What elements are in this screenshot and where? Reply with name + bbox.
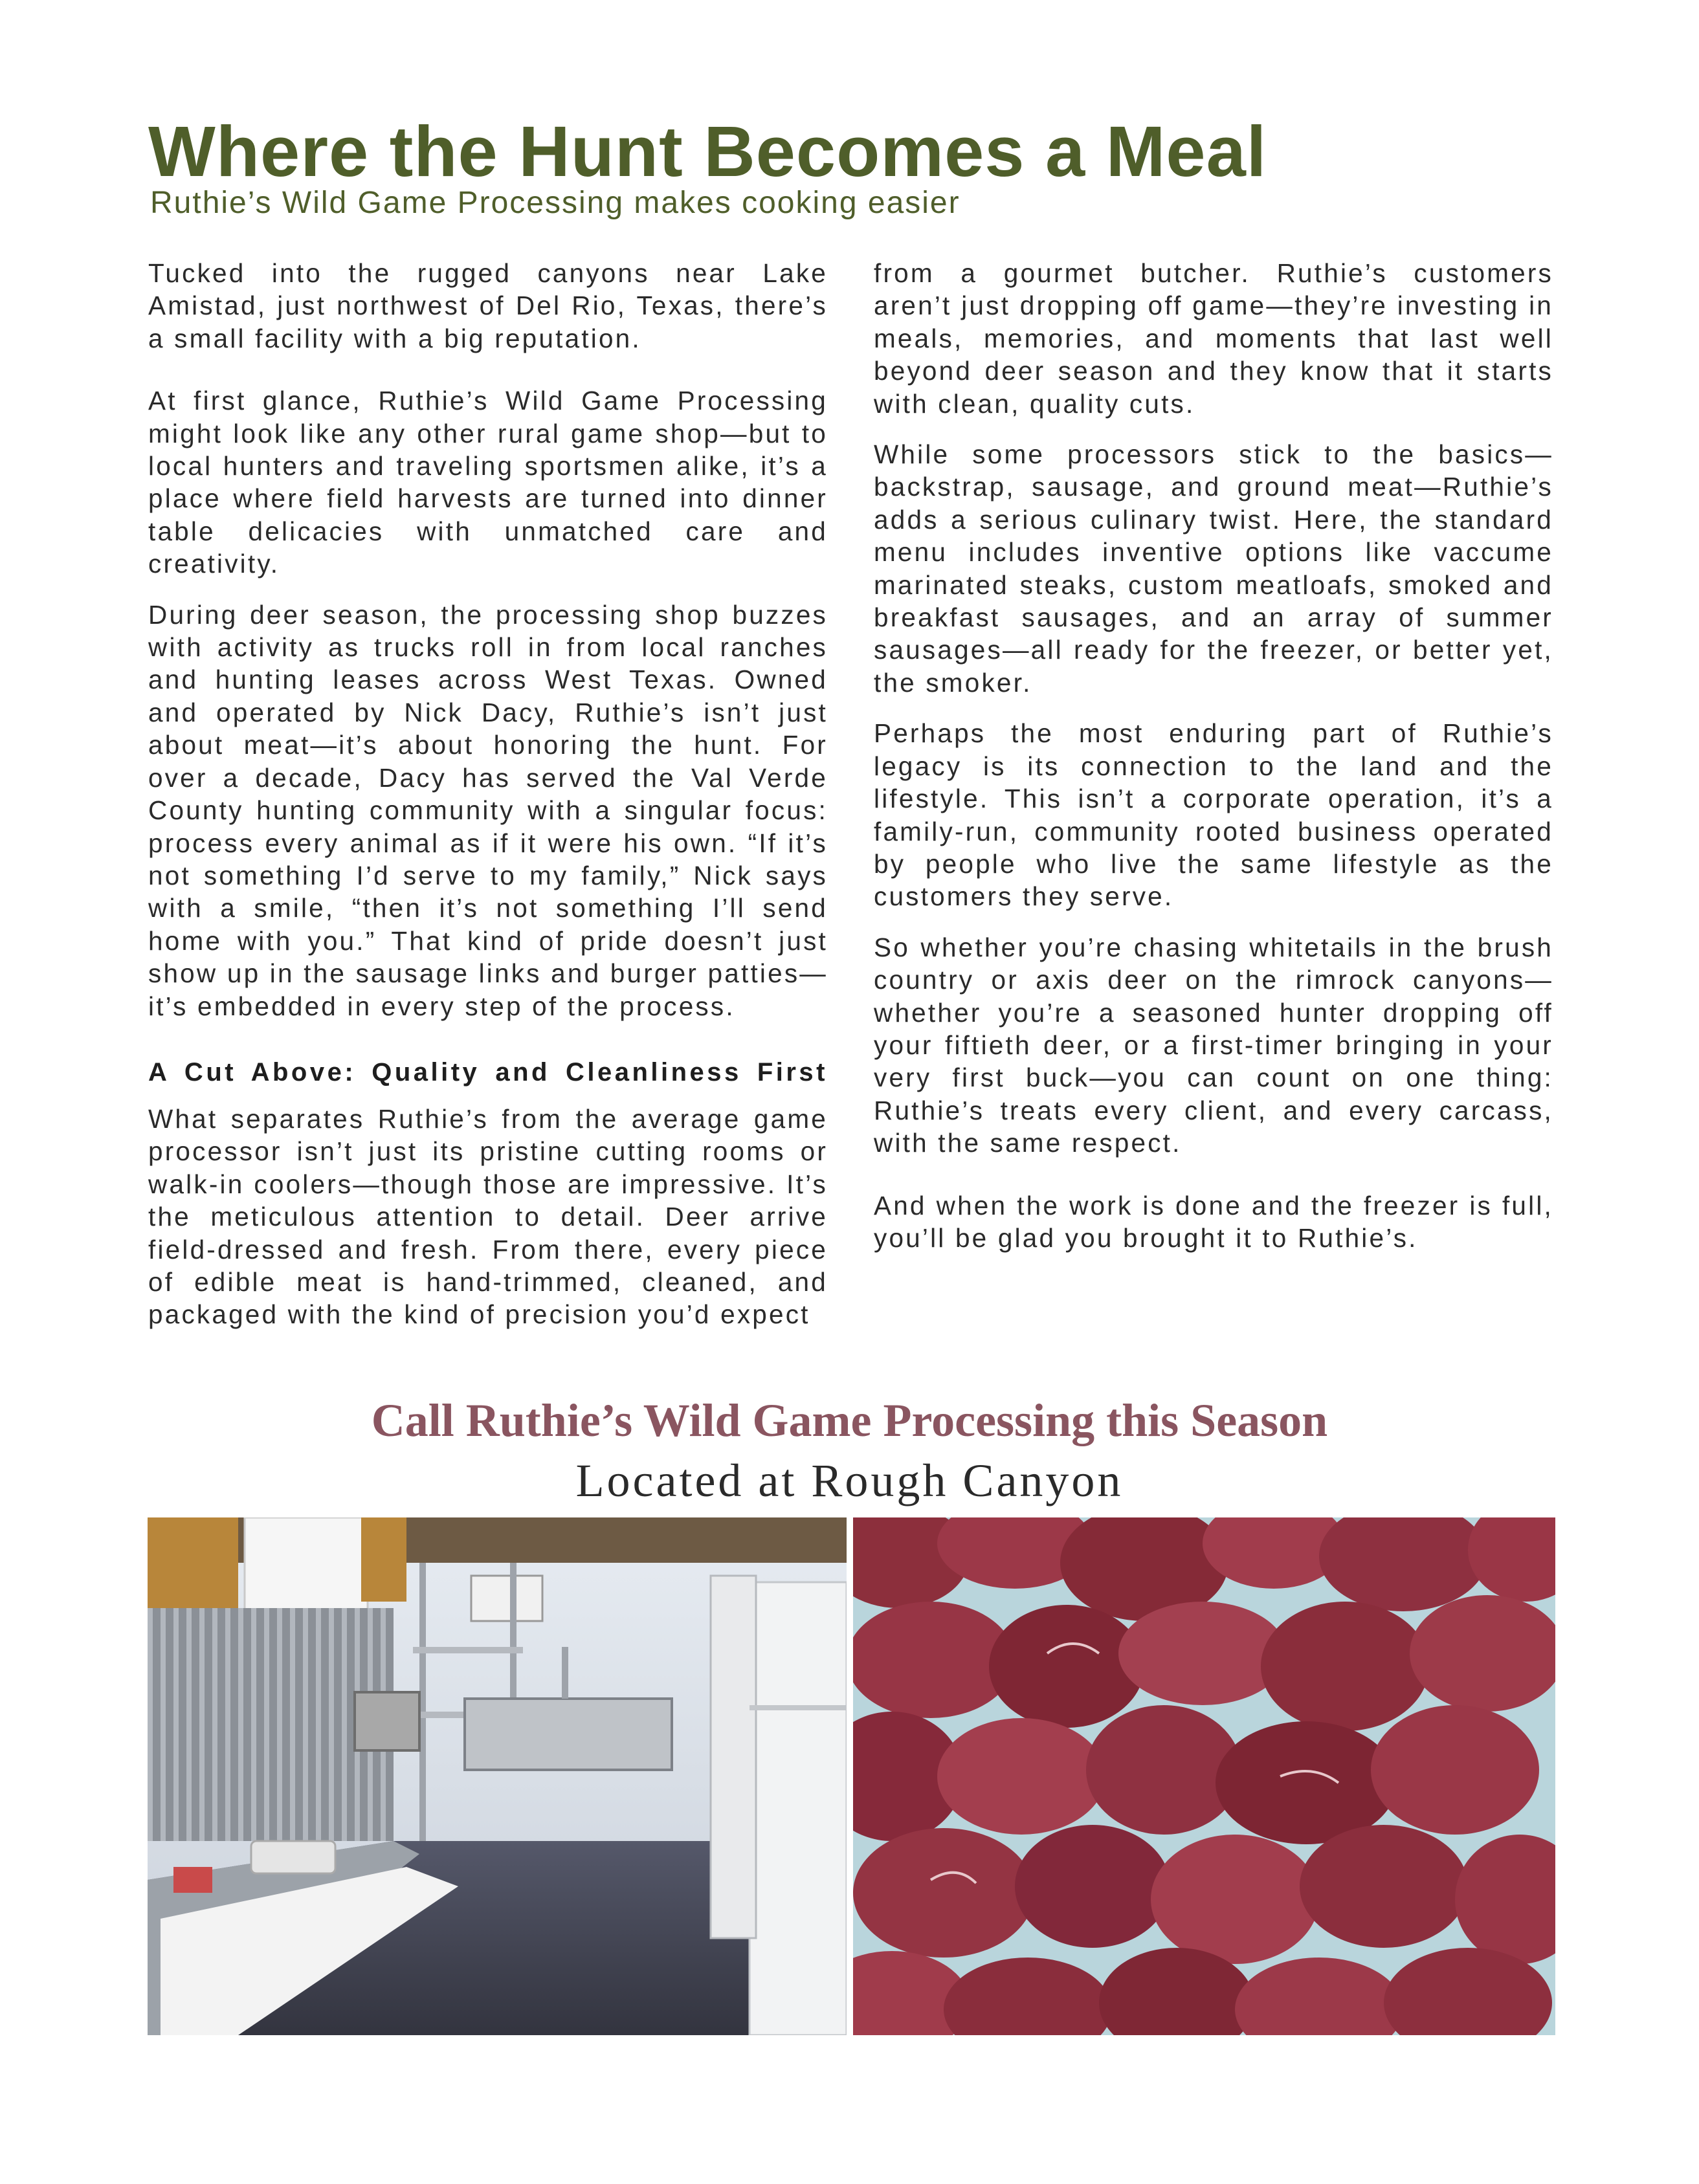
right-column	[874, 257, 1553, 1272]
section-heading: A Cut Above: Quality and Cleanliness First	[148, 1057, 828, 1086]
right-paragraph-5: And when the work is done and the freezer is full, you’ll be glad you brought it to Ruthie’s.	[874, 1190, 1553, 1253]
callout-location: Located at Rough Canyon	[575, 1455, 1124, 1506]
left-column	[148, 257, 828, 1349]
left-paragraph-4: What separates Ruthie’s from the average game processor isn’t just its pristine cutting rooms or walk-in coolers—though those are impressive. It’s the meticulous attention to detail. Deer arrive field-dressed and fresh. From there, every piece of edible meat is hand-trimmed, cleaned, and packaged with the kind of precision you’d expect	[148, 1103, 828, 1330]
left-paragraph-2: At first glance, Ruthie’s Wild Game Processing might look like any other rural game shop—but to local hunters and traveling sportsmen alike, it’s a place where field harvests are turned into dinner table delicacies with unmatched care and creativity.	[148, 386, 828, 579]
article-subtitle: Ruthie’s Wild Game Processing makes cooking easier	[150, 186, 961, 220]
right-paragraph-3: Perhaps the most enduring part of Ruthie’s legacy is its connection to the land and the lifestyle. This isn’t a corporate operation, it’s a family-run, community rooted business operated by people who live the same lifestyle as the customers they serve.	[874, 718, 1553, 912]
article-title: Where the Hunt Becomes a Meal	[148, 112, 1267, 192]
left-paragraph-1: Tucked into the rugged canyons near Lake Amistad, just northwest of Del Rio, Texas, there’s a small facility with a big reputation.	[148, 258, 828, 353]
right-paragraph-2: While some processors stick to the basics—backstrap, sausage, and ground meat—Ruthie’s adds a serious culinary twist. Here, the standard menu includes inventive options like vaccume marinated steaks, custom meatloafs, smoked and breakfast sausages, and an array of summer sausages—all ready for the freezer, or better yet, the smoker.	[874, 439, 1553, 698]
right-paragraph-4: So whether you’re chasing whitetails in the brush country or axis deer on the rimrock canyons—whether you’re a seasoned hunter dropping off your fiftieth deer, or a first-timer bringing in your very first buck—you can count on one thing: Ruthie’s treats every client, and every carcass, with the same respect.	[874, 932, 1553, 1158]
meat-cuts-illustration	[853, 1517, 1555, 2035]
left-paragraph-3: During deer season, the processing shop buzzes with activity as trucks roll in from local ranches and hunting leases across West Texas. Owned and operated by Nick Dacy, Ruthie’s isn’t just about meat—it’s about honoring the hunt. For over a decade, Dacy has served the Val Verde County hunting community with a singular focus: process every animal as if it were his own. “If it’s not something I’d serve to my family,” Nick says with a smile, “then it’s not something I’ll send home with you.” That kind of pride doesn’t just show up in the sausage links and burger patties—it’s embedded in every step of the process.	[148, 599, 828, 1021]
meat-cuts-photo	[853, 1517, 1555, 2035]
processing-room-photo	[148, 1517, 847, 2035]
callout-heading: Call Ruthie’s Wild Game Processing this Season	[371, 1395, 1328, 1446]
processing-room-illustration	[148, 1517, 847, 2035]
right-paragraph-1: from a gourmet butcher. Ruthie’s customers aren’t just dropping off game—they’re investing in meals, memories, and moments that last well beyond deer season and they know that it starts with clean, quality cuts.	[874, 258, 1553, 419]
